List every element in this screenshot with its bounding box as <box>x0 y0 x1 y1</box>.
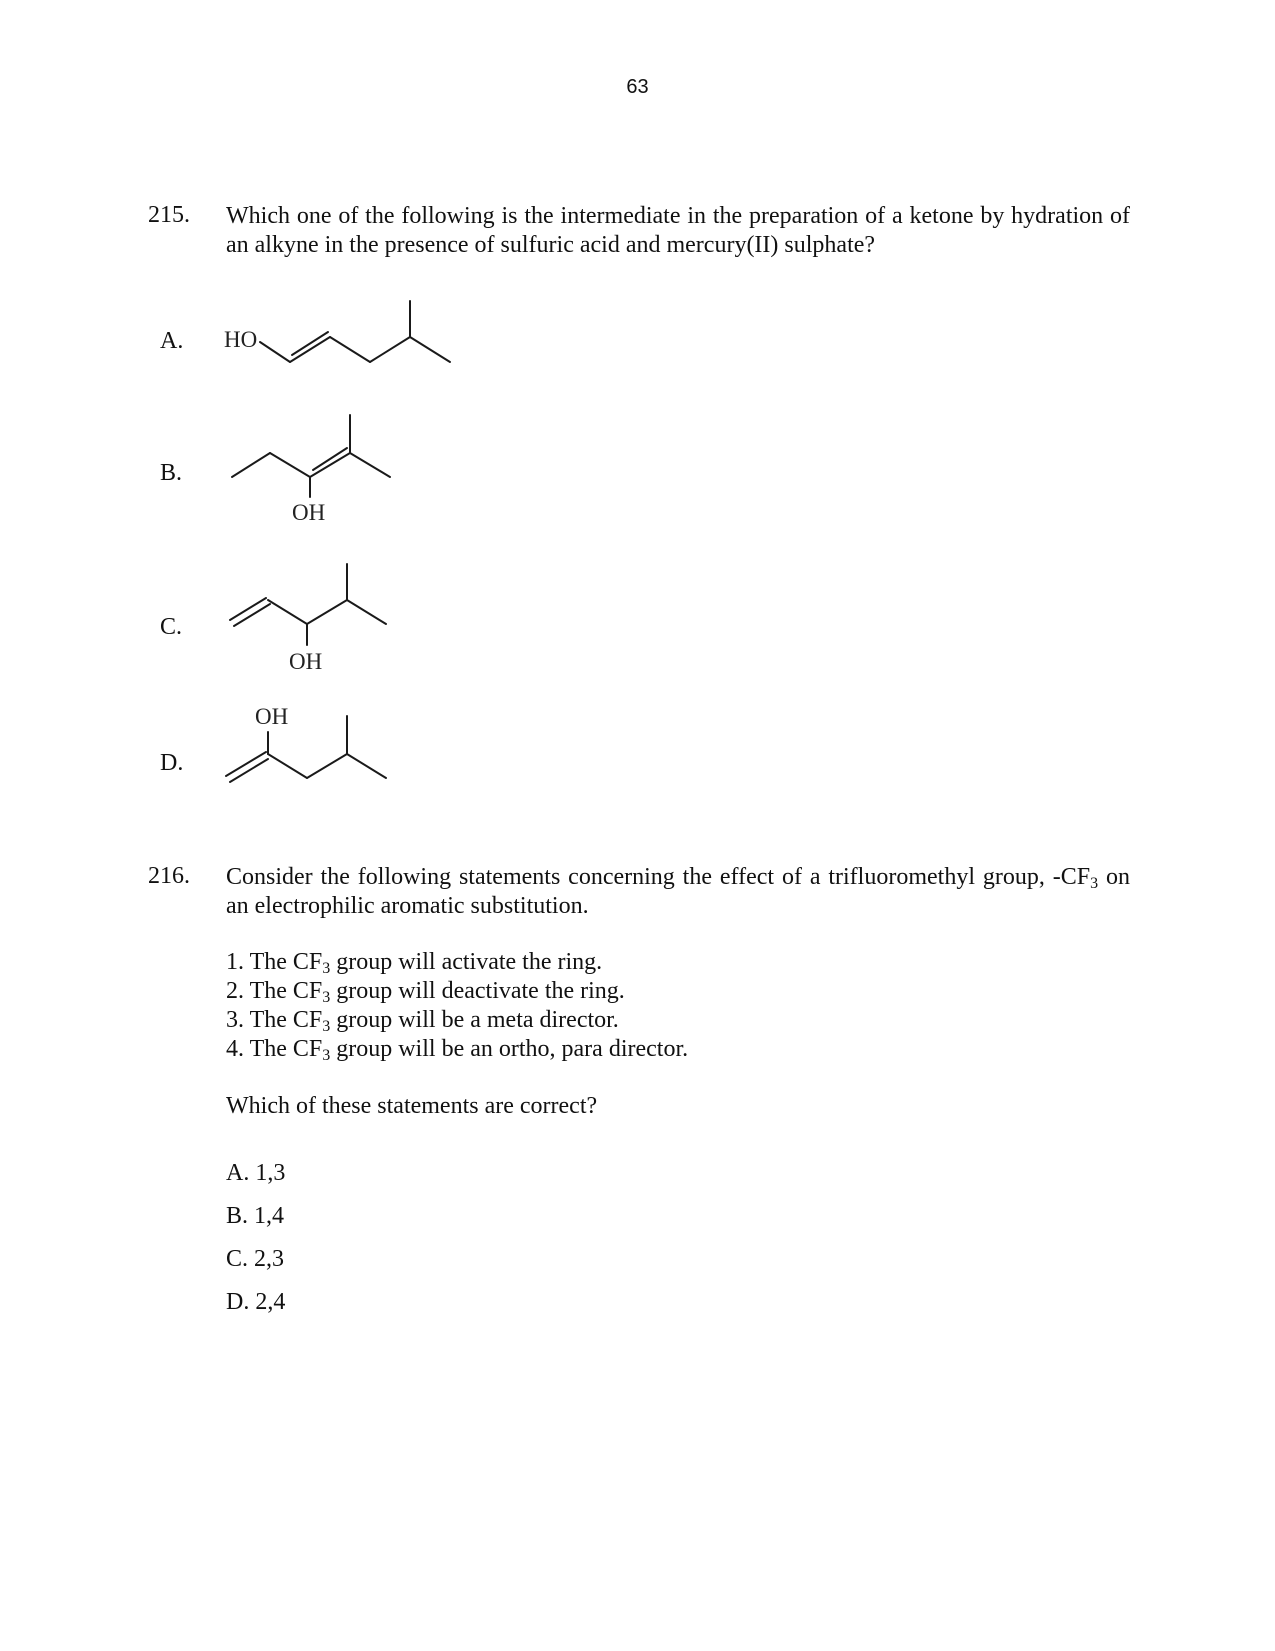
statement-1-text: 1. The CF <box>226 949 323 975</box>
answer-option-b: B. 1,4 <box>226 1203 285 1229</box>
option-a-bond <box>410 337 450 362</box>
option-b-letter: B. <box>160 460 183 486</box>
statement-3-text: 3. The CF <box>226 1007 323 1033</box>
statement-2-text: group will deactivate the ring. <box>330 978 625 1004</box>
option-c-hydroxyl-label: OH <box>289 649 323 674</box>
option-d-letter: D. <box>160 750 184 776</box>
option-b-bond <box>270 453 310 477</box>
answer-option-d: D. 2,4 <box>226 1289 286 1315</box>
option-a-structure <box>210 295 470 375</box>
statement-1-subscript: 3 <box>322 960 331 977</box>
option-d-bond <box>307 754 347 778</box>
statement-2-text: 2. The CF <box>226 978 323 1004</box>
option-c-structure <box>210 540 410 690</box>
statement-1 <box>226 948 602 977</box>
option-c-bond <box>268 600 307 624</box>
option-d-bond <box>347 754 386 778</box>
option-d-hydroxyl-label: OH <box>255 704 289 729</box>
question-216-subscript: 3 <box>1090 875 1099 892</box>
option-a-hydroxyl-label: HO <box>224 327 258 352</box>
question-216-text-part: on an electrophilic aromatic substitution. <box>226 864 1130 919</box>
statement-4-subscript: 3 <box>322 1047 331 1064</box>
option-a-double-bond <box>292 332 328 355</box>
option-a-bond <box>260 342 290 362</box>
statement-4 <box>226 1035 688 1064</box>
question-215-number: 215. <box>148 202 190 228</box>
option-c-bond <box>347 600 386 624</box>
option-d-bond <box>268 754 307 778</box>
option-a-bond <box>330 337 370 362</box>
question-216-text <box>226 863 1130 921</box>
option-b-bond <box>232 453 270 477</box>
option-a-bond <box>290 337 330 362</box>
question-216-number: 216. <box>148 863 190 889</box>
page-number: 63 <box>626 76 649 98</box>
option-b-bond <box>310 453 350 477</box>
statement-3-subscript: 3 <box>322 1018 331 1035</box>
option-d-structure <box>210 700 410 820</box>
option-b-structure <box>210 385 410 535</box>
option-a-letter: A. <box>160 328 184 354</box>
statement-1-text: group will activate the ring. <box>330 949 603 975</box>
statement-4-text: group will be an ortho, para director. <box>330 1036 689 1062</box>
option-a-bond <box>370 337 410 362</box>
question-216-prompt: Which of these statements are correct? <box>226 1093 598 1119</box>
statement-4-text: 4. The CF <box>226 1036 323 1062</box>
statement-2 <box>226 977 625 1006</box>
option-c-letter: C. <box>160 614 183 640</box>
statement-3 <box>226 1006 619 1035</box>
statement-3-text: group will be a meta director. <box>330 1007 619 1033</box>
option-c-bond <box>307 600 347 624</box>
statement-2-subscript: 3 <box>322 989 331 1006</box>
option-b-bond <box>350 453 390 477</box>
question-216-text-part: Consider the following statements concerning the effect of a trifluoromethyl group, -CF <box>226 864 1091 890</box>
question-215-text: Which one of the following is the intermediate in the preparation of a ketone by hydration of an alkyne in the presence of sulfuric acid and mercury(II) sulphate? <box>226 203 1130 258</box>
option-b-hydroxyl-label: OH <box>292 500 326 525</box>
answer-option-a: A. 1,3 <box>226 1160 286 1186</box>
answer-option-c: C. 2,3 <box>226 1246 285 1272</box>
